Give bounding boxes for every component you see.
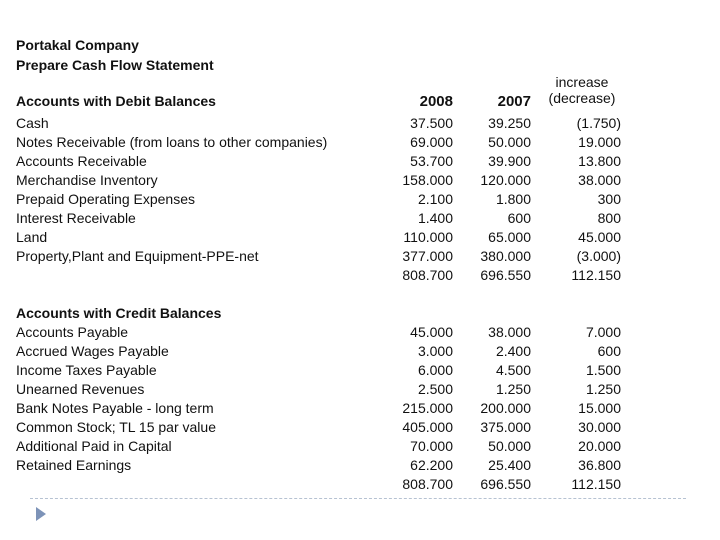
value-change: 800 bbox=[597, 210, 621, 226]
account-label: Additional Paid in Capital bbox=[16, 438, 172, 454]
value-2007: 50.000 bbox=[488, 438, 531, 454]
value-change: 7.000 bbox=[585, 324, 621, 340]
debit-total-row bbox=[0, 266, 720, 285]
value-2007: 39.250 bbox=[488, 115, 531, 131]
change-header-line1: increase bbox=[555, 74, 609, 90]
table-row bbox=[0, 323, 720, 342]
table-row bbox=[0, 228, 720, 247]
year-2007-header: 2007 bbox=[497, 93, 531, 110]
table-row bbox=[0, 418, 720, 437]
value-2008: 1.400 bbox=[417, 210, 453, 226]
account-label: Interest Receivable bbox=[16, 210, 136, 226]
value-2007: 380.000 bbox=[480, 248, 531, 264]
account-label: Land bbox=[16, 229, 48, 245]
value-change: 30.000 bbox=[578, 419, 621, 435]
table-row bbox=[0, 380, 720, 399]
value-2007: 375.000 bbox=[480, 419, 531, 435]
statement-title: Prepare Cash Flow Statement bbox=[16, 57, 214, 73]
value-2008: 62.200 bbox=[410, 457, 453, 473]
value-2007: 4.500 bbox=[495, 362, 531, 378]
table-row bbox=[0, 342, 720, 361]
total-2008: 808.700 bbox=[402, 267, 453, 283]
debit-section-heading: Accounts with Debit Balances bbox=[16, 93, 216, 109]
play-arrow-icon[interactable] bbox=[36, 507, 46, 521]
year-2008-header: 2008 bbox=[419, 93, 453, 110]
account-label: Property,Plant and Equipment-PPE-net bbox=[16, 248, 259, 264]
value-2007: 1.250 bbox=[495, 381, 531, 397]
value-change: 45.000 bbox=[578, 229, 621, 245]
value-2008: 110.000 bbox=[403, 229, 453, 245]
table-row bbox=[0, 114, 720, 133]
credit-total-row bbox=[0, 475, 720, 494]
account-label: Notes Receivable (from loans to other companies) bbox=[16, 134, 328, 150]
table-row bbox=[0, 152, 720, 171]
company-name: Portakal Company bbox=[16, 37, 139, 53]
table-row bbox=[0, 171, 720, 190]
value-2008: 2.500 bbox=[417, 381, 453, 397]
debit-header-row bbox=[0, 92, 720, 111]
table-row bbox=[0, 456, 720, 475]
value-change: 20.000 bbox=[578, 438, 621, 454]
credit-header-row bbox=[0, 304, 720, 323]
value-change: 15.000 bbox=[578, 400, 621, 416]
value-2008: 158.000 bbox=[402, 172, 453, 188]
value-2008: 3.000 bbox=[417, 343, 453, 359]
account-label: Accounts Payable bbox=[16, 324, 129, 340]
credit-section-heading: Accounts with Credit Balances bbox=[16, 305, 222, 321]
table-row bbox=[0, 361, 720, 380]
account-label: Accrued Wages Payable bbox=[16, 343, 169, 359]
table-row bbox=[0, 399, 720, 418]
account-label: Bank Notes Payable - long term bbox=[16, 400, 214, 416]
table-row bbox=[0, 209, 720, 228]
value-2007: 50.000 bbox=[488, 134, 531, 150]
account-label: Income Taxes Payable bbox=[16, 362, 157, 378]
table-row bbox=[0, 437, 720, 456]
account-label: Cash bbox=[16, 115, 49, 131]
value-2007: 1.800 bbox=[495, 191, 531, 207]
value-change: (3.000) bbox=[576, 248, 621, 264]
value-2007: 600 bbox=[507, 210, 531, 226]
account-label: Prepaid Operating Expenses bbox=[16, 191, 195, 207]
value-2008: 70.000 bbox=[410, 438, 453, 454]
value-2008: 377.000 bbox=[402, 248, 453, 264]
total-change: 112.150 bbox=[571, 267, 621, 283]
table-row bbox=[0, 190, 720, 209]
value-2007: 2.400 bbox=[495, 343, 531, 359]
value-2008: 69.000 bbox=[410, 134, 453, 150]
value-2008: 45.000 bbox=[410, 324, 453, 340]
value-change: 38.000 bbox=[578, 172, 621, 188]
account-label: Unearned Revenues bbox=[16, 381, 145, 397]
table-row bbox=[0, 247, 720, 266]
value-2008: 405.000 bbox=[402, 419, 453, 435]
value-2008: 37.500 bbox=[410, 115, 453, 131]
account-label: Common Stock; TL 15 par value bbox=[16, 419, 216, 435]
value-change: 1.250 bbox=[585, 381, 621, 397]
total-2007: 696.550 bbox=[480, 267, 531, 283]
value-2007: 65.000 bbox=[488, 229, 531, 245]
value-2008: 6.000 bbox=[417, 362, 453, 378]
total-2007: 696.550 bbox=[480, 476, 531, 492]
change-header-line2: (decrease) bbox=[548, 90, 616, 106]
value-change: 300 bbox=[597, 191, 621, 207]
value-change: 36.800 bbox=[578, 457, 621, 473]
value-2007: 25.400 bbox=[488, 457, 531, 473]
value-2007: 200.000 bbox=[480, 400, 531, 416]
total-2008: 808.700 bbox=[402, 476, 453, 492]
value-2007: 38.000 bbox=[488, 324, 531, 340]
value-change: 13.800 bbox=[578, 153, 621, 169]
value-change: 1.500 bbox=[585, 362, 621, 378]
dashed-divider bbox=[30, 498, 686, 499]
value-2007: 39.900 bbox=[488, 153, 531, 169]
value-change: (1.750) bbox=[576, 115, 621, 131]
table-row bbox=[0, 133, 720, 152]
account-label: Merchandise Inventory bbox=[16, 172, 158, 188]
value-2008: 53.700 bbox=[410, 153, 453, 169]
value-2007: 120.000 bbox=[480, 172, 531, 188]
total-change: 112.150 bbox=[571, 476, 621, 492]
value-2008: 2.100 bbox=[417, 191, 453, 207]
value-2008: 215.000 bbox=[402, 400, 453, 416]
value-change: 600 bbox=[597, 343, 621, 359]
account-label: Accounts Receivable bbox=[16, 153, 147, 169]
account-label: Retained Earnings bbox=[16, 457, 132, 473]
value-change: 19.000 bbox=[578, 134, 621, 150]
